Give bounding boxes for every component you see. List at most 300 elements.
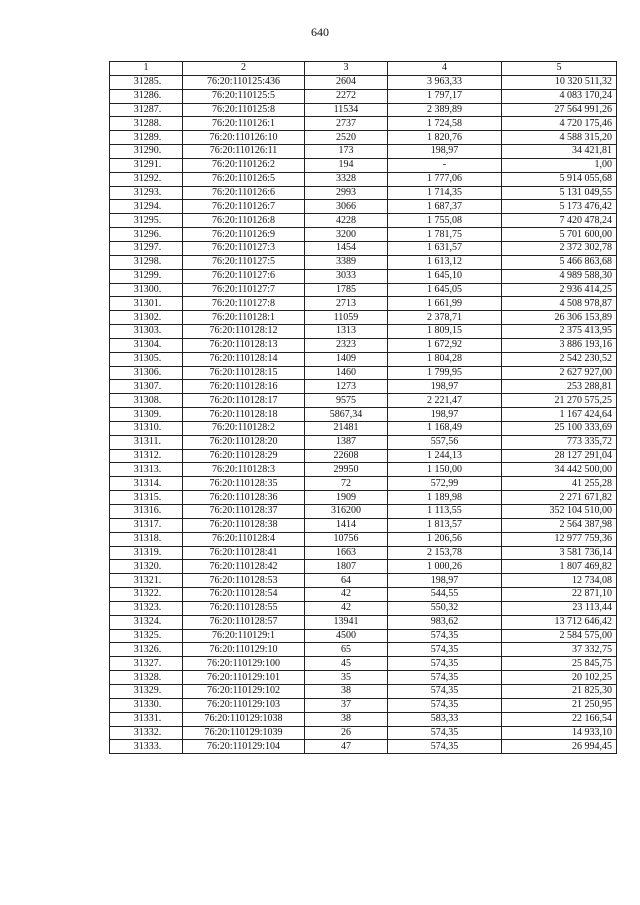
table-row [110,117,617,131]
row-number-cell: 31310. [110,421,183,435]
cadastral-number-cell: 76:20:110129:100 [183,657,305,671]
cadastral-number-cell: 76:20:110128:29 [183,449,305,463]
cadastral-value-cell: 2 627 927,00 [502,366,617,380]
specific-value-cell: 1 613,12 [388,255,502,269]
row-number-cell: 31321. [110,574,183,588]
cadastral-value-cell: 34 421,81 [502,145,617,159]
cadastral-value-cell: 253 288,81 [502,380,617,394]
specific-value-cell: 1 631,57 [388,241,502,255]
row-number-cell: 31319. [110,546,183,560]
row-number-cell: 31307. [110,380,183,394]
table-row [110,505,617,519]
specific-value-cell: 3 963,33 [388,75,502,89]
area-cell: 2604 [305,75,388,89]
row-number-cell: 31297. [110,241,183,255]
cadastral-number-cell: 76:20:110128:36 [183,491,305,505]
cadastral-number-cell: 76:20:110128:53 [183,574,305,588]
cadastral-number-cell: 76:20:110129:102 [183,684,305,698]
table-row [110,89,617,103]
specific-value-cell: 574,35 [388,643,502,657]
cadastral-value-cell: 21 270 575,25 [502,394,617,408]
table-row [110,588,617,602]
specific-value-cell: 2 153,78 [388,546,502,560]
cadastral-number-cell: 76:20:110127:3 [183,241,305,255]
table-row [110,463,617,477]
table-row [110,435,617,449]
cadastral-number-cell: 76:20:110126:10 [183,131,305,145]
row-number-cell: 31287. [110,103,183,117]
row-number-cell: 31331. [110,712,183,726]
area-cell: 9575 [305,394,388,408]
specific-value-cell: 983,62 [388,615,502,629]
cadastral-value-cell: 25 100 333,69 [502,421,617,435]
cadastral-number-cell: 76:20:110126:9 [183,228,305,242]
row-number-cell: 31314. [110,477,183,491]
specific-value-cell: 574,35 [388,671,502,685]
cadastral-number-cell: 76:20:110129:1038 [183,712,305,726]
area-cell: 2993 [305,186,388,200]
area-cell: 37 [305,698,388,712]
cadastral-value-cell: 4 083 170,24 [502,89,617,103]
area-cell: 2520 [305,131,388,145]
cadastral-number-cell: 76:20:110129:1 [183,629,305,643]
table-row [110,518,617,532]
specific-value-cell: 1 244,13 [388,449,502,463]
specific-value-cell: 583,33 [388,712,502,726]
specific-value-cell: 574,35 [388,684,502,698]
table-row [110,394,617,408]
area-cell: 2323 [305,338,388,352]
area-cell: 2272 [305,89,388,103]
area-cell: 1460 [305,366,388,380]
cadastral-value-cell: 1 167 424,64 [502,408,617,422]
specific-value-cell: 2 378,71 [388,311,502,325]
cadastral-value-cell: 37 332,75 [502,643,617,657]
area-cell: 38 [305,684,388,698]
cadastral-number-cell: 76:20:110128:42 [183,560,305,574]
specific-value-cell: 1 000,26 [388,560,502,574]
area-cell: 38 [305,712,388,726]
area-cell: 29950 [305,463,388,477]
table-row [110,255,617,269]
table-row [110,491,617,505]
cadastral-number-cell: 76:20:110126:6 [183,186,305,200]
cadastral-value-cell: 7 420 478,24 [502,214,617,228]
cadastral-number-cell: 76:20:110128:38 [183,518,305,532]
specific-value-cell: 1 777,06 [388,172,502,186]
row-number-cell: 31327. [110,657,183,671]
cadastral-number-cell: 76:20:110129:10 [183,643,305,657]
cadastral-number-cell: 76:20:110127:6 [183,269,305,283]
cadastral-number-cell: 76:20:110127:5 [183,255,305,269]
table-body [110,75,617,753]
cadastral-value-cell: 12 977 759,36 [502,532,617,546]
row-number-cell: 31323. [110,601,183,615]
area-cell: 1807 [305,560,388,574]
specific-value-cell: 1 755,08 [388,214,502,228]
cadastral-number-cell: 76:20:110129:1039 [183,726,305,740]
cadastral-number-cell: 76:20:110128:55 [183,601,305,615]
cadastral-number-cell: 76:20:110126:2 [183,158,305,172]
row-number-cell: 31291. [110,158,183,172]
cadastral-number-cell: 76:20:110128:35 [183,477,305,491]
table-row [110,615,617,629]
table-row [110,283,617,297]
cadastral-number-cell: 76:20:110125:5 [183,89,305,103]
area-cell: 1909 [305,491,388,505]
row-number-cell: 31289. [110,131,183,145]
area-cell: 194 [305,158,388,172]
cadastral-value-cell: 21 825,30 [502,684,617,698]
table-row [110,352,617,366]
area-cell: 65 [305,643,388,657]
specific-value-cell: 1 804,28 [388,352,502,366]
specific-value-cell: 557,56 [388,435,502,449]
specific-value-cell: 2 221,47 [388,394,502,408]
page-number: 640 [311,25,329,39]
specific-value-cell: 1 799,95 [388,366,502,380]
cadastral-value-cell: 352 104 510,00 [502,505,617,519]
specific-value-cell: 198,97 [388,145,502,159]
cadastral-number-cell: 76:20:110126:11 [183,145,305,159]
specific-value-cell: 1 687,37 [388,200,502,214]
row-number-cell: 31333. [110,740,183,754]
cadastral-value-cell: 1,00 [502,158,617,172]
area-cell: 5867,34 [305,408,388,422]
area-cell: 1273 [305,380,388,394]
specific-value-cell: 198,97 [388,574,502,588]
table-row [110,297,617,311]
area-cell: 64 [305,574,388,588]
cadastral-value-cell: 20 102,25 [502,671,617,685]
area-cell: 1387 [305,435,388,449]
row-number-cell: 31328. [110,671,183,685]
table-row [110,103,617,117]
cadastral-number-cell: 76:20:110126:5 [183,172,305,186]
area-cell: 1785 [305,283,388,297]
specific-value-cell: 2 389,89 [388,103,502,117]
cadastral-value-cell: 22 871,10 [502,588,617,602]
specific-value-cell: 1 113,55 [388,505,502,519]
row-number-cell: 31299. [110,269,183,283]
specific-value-cell: - [388,158,502,172]
row-number-cell: 31325. [110,629,183,643]
cadastral-number-cell: 76:20:110128:12 [183,325,305,339]
row-number-cell: 31292. [110,172,183,186]
cadastral-value-cell: 4 989 588,30 [502,269,617,283]
table-row [110,214,617,228]
area-cell: 13941 [305,615,388,629]
specific-value-cell: 574,35 [388,726,502,740]
specific-value-cell: 550,32 [388,601,502,615]
row-number-cell: 31293. [110,186,183,200]
table-row [110,338,617,352]
table-row [110,726,617,740]
specific-value-cell: 1 797,17 [388,89,502,103]
specific-value-cell: 1 724,58 [388,117,502,131]
cadastral-value-cell: 4 508 978,87 [502,297,617,311]
area-cell: 4228 [305,214,388,228]
row-number-cell: 31322. [110,588,183,602]
area-cell: 42 [305,588,388,602]
cadastral-number-cell: 76:20:110128:57 [183,615,305,629]
cadastral-number-cell: 76:20:110129:103 [183,698,305,712]
table-row [110,325,617,339]
cadastral-value-cell: 21 250,95 [502,698,617,712]
cadastral-number-cell: 76:20:110128:15 [183,366,305,380]
cadastral-value-cell: 1 807 469,82 [502,560,617,574]
area-cell: 2737 [305,117,388,131]
area-cell: 1414 [305,518,388,532]
specific-value-cell: 574,35 [388,698,502,712]
cadastral-number-cell: 76:20:110126:7 [183,200,305,214]
cadastral-number-cell: 76:20:110126:8 [183,214,305,228]
cadastral-value-cell: 22 166,54 [502,712,617,726]
area-cell: 35 [305,671,388,685]
table-row [110,532,617,546]
specific-value-cell: 1 672,92 [388,338,502,352]
table-header-row [110,62,617,76]
cadastral-number-cell: 76:20:110128:17 [183,394,305,408]
area-cell: 1663 [305,546,388,560]
cadastral-value-cell: 13 712 646,42 [502,615,617,629]
cadastral-number-cell: 76:20:110128:20 [183,435,305,449]
row-number-cell: 31295. [110,214,183,228]
table-row [110,228,617,242]
table-row [110,158,617,172]
cadastral-value-cell: 5 173 476,42 [502,200,617,214]
cadastral-number-cell: 76:20:110127:8 [183,297,305,311]
area-cell: 47 [305,740,388,754]
cadastral-value-cell: 28 127 291,04 [502,449,617,463]
table-row [110,574,617,588]
table-row [110,629,617,643]
cadastral-value-cell: 5 131 049,55 [502,186,617,200]
cadastral-value-cell: 25 845,75 [502,657,617,671]
table-row [110,131,617,145]
cadastral-value-cell: 26 306 153,89 [502,311,617,325]
cadastral-number-cell: 76:20:110128:1 [183,311,305,325]
table-row [110,643,617,657]
row-number-cell: 31332. [110,726,183,740]
specific-value-cell: 1 645,05 [388,283,502,297]
area-cell: 22608 [305,449,388,463]
table-row [110,477,617,491]
table-row [110,75,617,89]
cadastral-number-cell: 76:20:110127:7 [183,283,305,297]
cadastral-value-cell: 773 335,72 [502,435,617,449]
cadastral-number-cell: 76:20:110128:14 [183,352,305,366]
specific-value-cell: 1 645,10 [388,269,502,283]
area-cell: 42 [305,601,388,615]
row-number-cell: 31301. [110,297,183,311]
cadastral-value-cell: 3 886 193,16 [502,338,617,352]
row-number-cell: 31312. [110,449,183,463]
specific-value-cell: 1 150,00 [388,463,502,477]
column-header-1: 1 [110,62,183,76]
column-header-4: 4 [388,62,502,76]
area-cell: 3033 [305,269,388,283]
row-number-cell: 31317. [110,518,183,532]
cadastral-number-cell: 76:20:110128:3 [183,463,305,477]
area-cell: 21481 [305,421,388,435]
specific-value-cell: 544,55 [388,588,502,602]
table-row [110,269,617,283]
cadastral-number-cell: 76:20:110128:16 [183,380,305,394]
row-number-cell: 31326. [110,643,183,657]
row-number-cell: 31311. [110,435,183,449]
cadastral-value-cell: 10 320 511,32 [502,75,617,89]
cadastral-value-cell: 41 255,28 [502,477,617,491]
cadastral-value-cell: 2 542 230,52 [502,352,617,366]
area-cell: 1313 [305,325,388,339]
cadastral-value-cell: 2 271 671,82 [502,491,617,505]
cadastral-number-cell: 76:20:110126:1 [183,117,305,131]
area-cell: 11534 [305,103,388,117]
specific-value-cell: 572,99 [388,477,502,491]
row-number-cell: 31285. [110,75,183,89]
area-cell: 1409 [305,352,388,366]
cadastral-value-cell: 5 701 600,00 [502,228,617,242]
cadastral-number-cell: 76:20:110128:41 [183,546,305,560]
table-row [110,241,617,255]
cadastral-value-cell: 23 113,44 [502,601,617,615]
row-number-cell: 31318. [110,532,183,546]
table-row [110,712,617,726]
cadastral-value-cell: 2 372 302,78 [502,241,617,255]
specific-value-cell: 1 714,35 [388,186,502,200]
cadastral-number-cell: 76:20:110128:13 [183,338,305,352]
cadastral-value-cell: 27 564 991,26 [502,103,617,117]
table-row [110,740,617,754]
area-cell: 3200 [305,228,388,242]
table-row [110,671,617,685]
area-cell: 1454 [305,241,388,255]
specific-value-cell: 574,35 [388,740,502,754]
area-cell: 72 [305,477,388,491]
area-cell: 316200 [305,505,388,519]
cadastral-value-cell: 12 734,08 [502,574,617,588]
cadastral-value-cell: 5 466 863,68 [502,255,617,269]
cadastral-value-cell: 3 581 736,14 [502,546,617,560]
row-number-cell: 31294. [110,200,183,214]
cadastral-number-cell: 76:20:110125:8 [183,103,305,117]
row-number-cell: 31330. [110,698,183,712]
cadastral-value-cell: 14 933,10 [502,726,617,740]
table-row [110,200,617,214]
specific-value-cell: 198,97 [388,380,502,394]
cadastral-number-cell: 76:20:110129:104 [183,740,305,754]
specific-value-cell: 1 820,76 [388,131,502,145]
area-cell: 173 [305,145,388,159]
cadastral-number-cell: 76:20:110128:54 [183,588,305,602]
table-row [110,380,617,394]
cadastral-value-cell: 2 375 413,95 [502,325,617,339]
row-number-cell: 31296. [110,228,183,242]
cadastral-value-cell: 4 588 315,20 [502,131,617,145]
table-row [110,145,617,159]
row-number-cell: 31315. [110,491,183,505]
row-number-cell: 31306. [110,366,183,380]
specific-value-cell: 1 809,15 [388,325,502,339]
specific-value-cell: 198,97 [388,408,502,422]
cadastral-number-cell: 76:20:110128:37 [183,505,305,519]
cadastral-number-cell: 76:20:110129:101 [183,671,305,685]
cadastral-value-cell: 2 584 575,00 [502,629,617,643]
column-header-5: 5 [502,62,617,76]
area-cell: 45 [305,657,388,671]
table-row [110,601,617,615]
row-number-cell: 31303. [110,325,183,339]
cadastral-value-cell: 5 914 055,68 [502,172,617,186]
cadastral-number-cell: 76:20:110128:18 [183,408,305,422]
table-row [110,684,617,698]
specific-value-cell: 1 168,49 [388,421,502,435]
row-number-cell: 31305. [110,352,183,366]
column-header-2: 2 [183,62,305,76]
area-cell: 3328 [305,172,388,186]
row-number-cell: 31286. [110,89,183,103]
specific-value-cell: 1 661,99 [388,297,502,311]
cadastral-number-cell: 76:20:110128:4 [183,532,305,546]
specific-value-cell: 1 189,98 [388,491,502,505]
table-row [110,546,617,560]
cadastral-value-table [109,61,617,754]
specific-value-cell: 574,35 [388,629,502,643]
cadastral-value-cell: 2 564 387,98 [502,518,617,532]
row-number-cell: 31316. [110,505,183,519]
cadastral-value-cell: 34 442 500,00 [502,463,617,477]
cadastral-number-cell: 76:20:110128:2 [183,421,305,435]
row-number-cell: 31308. [110,394,183,408]
row-number-cell: 31313. [110,463,183,477]
cadastral-value-cell: 26 994,45 [502,740,617,754]
area-cell: 26 [305,726,388,740]
cadastral-number-cell: 76:20:110125:436 [183,75,305,89]
row-number-cell: 31290. [110,145,183,159]
table-row [110,657,617,671]
area-cell: 11059 [305,311,388,325]
cadastral-value-cell: 4 720 175,46 [502,117,617,131]
table-row [110,311,617,325]
column-header-3: 3 [305,62,388,76]
table-row [110,560,617,574]
specific-value-cell: 1 206,56 [388,532,502,546]
row-number-cell: 31309. [110,408,183,422]
specific-value-cell: 574,35 [388,657,502,671]
row-number-cell: 31329. [110,684,183,698]
row-number-cell: 31302. [110,311,183,325]
table-row [110,421,617,435]
area-cell: 10756 [305,532,388,546]
row-number-cell: 31324. [110,615,183,629]
table-row [110,408,617,422]
specific-value-cell: 1 813,57 [388,518,502,532]
row-number-cell: 31304. [110,338,183,352]
table-row [110,698,617,712]
row-number-cell: 31298. [110,255,183,269]
area-cell: 3389 [305,255,388,269]
table-row [110,186,617,200]
row-number-cell: 31320. [110,560,183,574]
table-row [110,366,617,380]
area-cell: 2713 [305,297,388,311]
area-cell: 4500 [305,629,388,643]
area-cell: 3066 [305,200,388,214]
table-row [110,172,617,186]
row-number-cell: 31288. [110,117,183,131]
cadastral-value-cell: 2 936 414,25 [502,283,617,297]
